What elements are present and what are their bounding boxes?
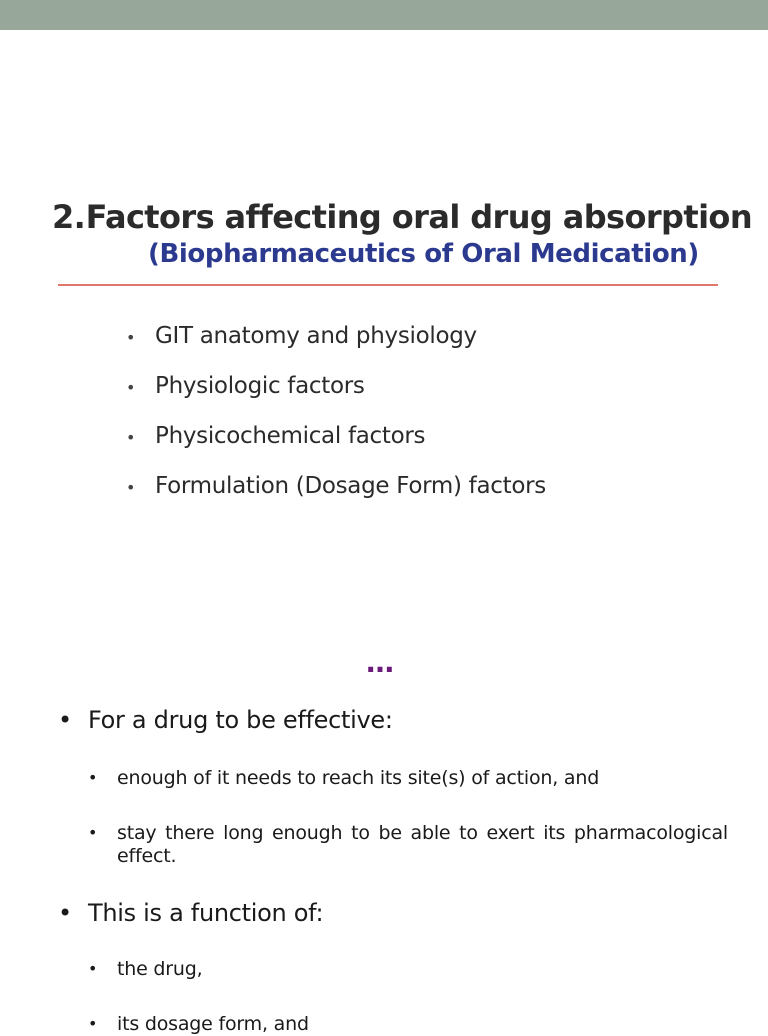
bullet-icon: •	[126, 378, 136, 397]
list-item: • Formulation (Dosage Form) factors	[126, 473, 546, 523]
sub-list-item: • the drug,	[88, 958, 203, 980]
list-item: • Physiologic factors	[126, 373, 546, 423]
bullet-icon: •	[58, 706, 72, 734]
bullet-icon: •	[126, 428, 136, 447]
sub-list-item: • enough of it needs to reach its site(s) of action, and	[88, 767, 600, 789]
title-divider	[58, 284, 718, 286]
sub-list-item: • its dosage form, and	[88, 1013, 309, 1035]
bullet-icon: •	[88, 959, 98, 978]
slide-title-text: Factors affecting oral drug absorption	[85, 198, 752, 236]
slide-title	[52, 198, 752, 236]
bullet-icon: •	[88, 1014, 98, 1033]
bullet-icon: •	[126, 478, 136, 497]
bullet-icon: •	[126, 328, 136, 347]
sub-list-item: • stay there long enough to be able to exert its pharmacological effect.	[88, 822, 728, 867]
slide2-heading: …	[366, 646, 395, 679]
slide-subtitle: (Biopharmaceutics of Oral Medication)	[148, 239, 699, 269]
factors-list	[126, 323, 546, 523]
list-item: • For a drug to be effective:	[58, 706, 393, 734]
bullet-icon: •	[88, 768, 98, 787]
bullet-icon: •	[58, 899, 72, 927]
list-item: • This is a function of:	[58, 899, 324, 927]
bullet-icon: •	[88, 823, 98, 842]
list-item: • Physicochemical factors	[126, 423, 546, 473]
top-color-band	[0, 0, 768, 30]
list-item: • GIT anatomy and physiology	[126, 323, 546, 373]
slide-number: 2.	[52, 198, 86, 236]
